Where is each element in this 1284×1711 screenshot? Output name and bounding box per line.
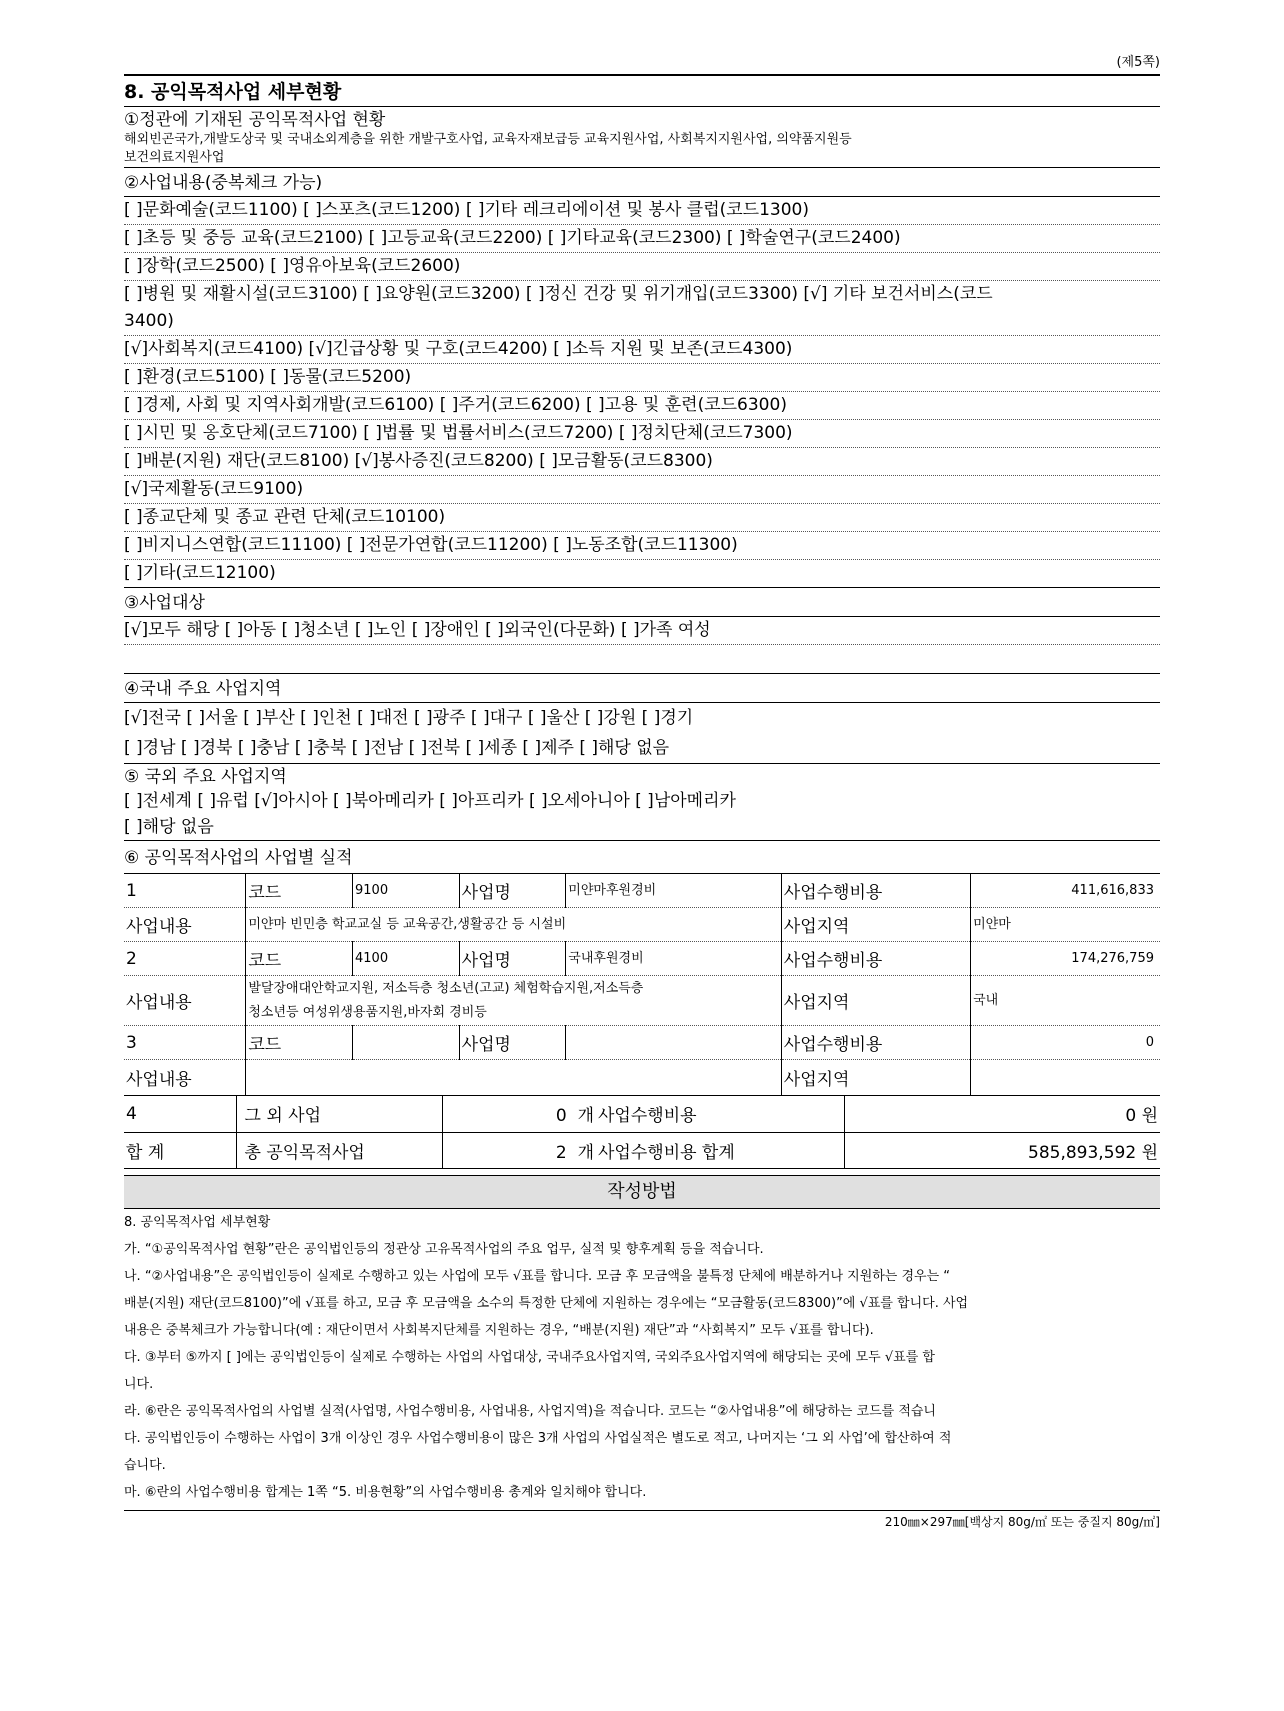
guide-line: 라. ⑥란은 공익목적사업의 사업별 실적(사업명, 사업수행비용, 사업내용, 사업지역)을 적습니다. 코드는 “②사업내용”에 해당하는 코드를 적습니 bbox=[124, 1403, 936, 1419]
content-label: 사업내용 bbox=[124, 908, 246, 942]
domestic-region-line: [ ]경남 [ ]경북 [ ]충남 [ ]충북 [ ]전남 [ ]전북 [ ]세종 [ ]제주 [ ]해당 없음 bbox=[124, 738, 670, 758]
other-cost-label: 사업수행비용 bbox=[596, 1096, 844, 1132]
total-cost-label: 사업수행비용 합계 bbox=[596, 1132, 844, 1168]
row-number: 3 bbox=[124, 1026, 246, 1060]
guide-text bbox=[124, 1209, 1160, 1506]
name-value: 미얀마후원경비 bbox=[566, 874, 781, 908]
code-label: 코드 bbox=[246, 1026, 353, 1060]
total-label: 합 계 bbox=[124, 1132, 236, 1168]
summary-table bbox=[124, 1096, 1160, 1169]
total-business-label: 총 공익목적사업 bbox=[236, 1132, 442, 1168]
code-label: 코드 bbox=[246, 874, 353, 908]
target-line: [√]모두 해당 [ ]아동 [ ]청소년 [ ]노인 [ ]장애인 [ ]외국인(다문화) [ ]가족 여성 bbox=[124, 617, 1160, 645]
cost-unit: 원 bbox=[1141, 1106, 1158, 1127]
cost-value: 0 bbox=[971, 1026, 1160, 1060]
table-row bbox=[124, 942, 1160, 976]
business-line: [ ]초등 및 중등 교육(코드2100) [ ]고등교육(코드2200) [ ]기타교육(코드2300) [ ]학술연구(코드2400) bbox=[124, 225, 1160, 253]
cost-value: 585,893,592 bbox=[1028, 1142, 1137, 1163]
cost-value: 0 bbox=[1125, 1106, 1137, 1127]
cost-label: 사업수행비용 bbox=[781, 942, 970, 976]
other-business-count bbox=[442, 1096, 596, 1132]
business-line: [ ]환경(코드5100) [ ]동물(코드5200) bbox=[124, 364, 1160, 392]
content-value-line-2: 청소년등 여성위생용품지원,바자회 경비등 bbox=[248, 1004, 487, 1020]
section-4-heading: ④국내 주요 사업지역 bbox=[124, 674, 1160, 703]
domestic-region-line: [√]전국 [ ]서울 [ ]부산 [ ]인천 [ ]대전 [ ]광주 [ ]대구 [ ]울산 [ ]강원 [ ]경기 bbox=[124, 708, 694, 728]
guide-line: 8. 공익목적사업 세부현황 bbox=[124, 1214, 271, 1230]
business-line: [ ]배분(지원) 재단(코드8100) [√]봉사증진(코드8200) [ ]모금활동(코드8300) bbox=[124, 448, 1160, 476]
cost-label: 사업수행비용 bbox=[781, 1026, 970, 1060]
blank-row bbox=[124, 645, 1160, 673]
overseas-region-line: [ ]전세계 [ ]유럽 [√]아시아 [ ]북아메리카 [ ]아프리카 [ ]오세아니아 [ ]남아메리카 bbox=[124, 791, 736, 811]
region-label: 사업지역 bbox=[781, 1060, 970, 1096]
business-line: 3400) bbox=[124, 311, 174, 331]
table-row bbox=[124, 976, 1160, 1026]
section-5 bbox=[124, 764, 1160, 841]
region-label: 사업지역 bbox=[781, 976, 970, 1026]
business-line: [ ]경제, 사회 및 지역사회개발(코드6100) [ ]주거(코드6200) [ ]고용 및 훈련(코드6300) bbox=[124, 392, 1160, 420]
section-3 bbox=[124, 588, 1160, 674]
content-value-line-1: 발달장애대안학교지원, 저소득층 청소년(고교) 체험학습지원,저소득층 bbox=[248, 980, 644, 996]
business-line-wrapped bbox=[124, 281, 1160, 336]
name-value bbox=[566, 1026, 781, 1060]
region-value: 국내 bbox=[971, 976, 1160, 1026]
code-value: 9100 bbox=[353, 874, 460, 908]
business-line: [√]국제활동(코드9100) bbox=[124, 476, 1160, 504]
section-1-text-line-1: 해외빈곤국가,개발도상국 및 국내소외계층을 위한 개발구호사업, 교육자재보급등 교육지원사업, 사회복지지원사업, 의약품지원등 bbox=[124, 132, 852, 147]
guide-line: 마. ⑥란의 사업수행비용 합계는 1쪽 “5. 비용현황”의 사업수행비용 총계와 일치해야 합니다. bbox=[124, 1484, 647, 1500]
total-business-count bbox=[442, 1132, 596, 1168]
cost-value: 411,616,833 bbox=[971, 874, 1160, 908]
section-1-heading: ①정관에 기재된 공익목적사업 현황 bbox=[124, 110, 386, 130]
guide-line: 습니다. bbox=[124, 1457, 166, 1473]
content-value bbox=[246, 976, 781, 1026]
section-4 bbox=[124, 674, 1160, 764]
section-3-heading: ③사업대상 bbox=[124, 588, 1160, 617]
total-cost bbox=[844, 1132, 1160, 1168]
region-label: 사업지역 bbox=[781, 908, 970, 942]
count-unit: 개 bbox=[577, 1142, 594, 1163]
guide-heading: 작성방법 bbox=[124, 1175, 1160, 1209]
guide-line: 나. “②사업내용”은 공익법인등이 실제로 수행하고 있는 사업에 모두 √표를 합니다. 모금 후 모금액을 불특정 단체에 배분하거나 지원하는 경우는 “ bbox=[124, 1268, 951, 1284]
guide-line: 배분(지원) 재단(코드8100)”에 √표를 하고, 모금 후 모금액을 소수의 특정한 단체에 지원하는 경우에는 “모금활동(코드8300)”에 √표를 합니다. 사업 bbox=[124, 1295, 969, 1311]
row-number: 1 bbox=[124, 874, 246, 908]
performance-table bbox=[124, 873, 1160, 1096]
row-number: 2 bbox=[124, 942, 246, 976]
section-5-heading: ⑤ 국외 주요 사업지역 bbox=[124, 767, 287, 787]
code-value: 4100 bbox=[353, 942, 460, 976]
name-label: 사업명 bbox=[459, 874, 566, 908]
other-business-row bbox=[124, 1096, 1160, 1132]
business-line: [ ]비지니스연합(코드11100) [ ]전문가연합(코드11200) [ ]노동조합(코드11300) bbox=[124, 532, 1160, 560]
business-line: [ ]문화예술(코드1100) [ ]스포츠(코드1200) [ ]기타 레크리에이션 및 봉사 클럽(코드1300) bbox=[124, 197, 1160, 225]
guide-line: 니다. bbox=[124, 1376, 154, 1392]
table-row bbox=[124, 1026, 1160, 1060]
region-value bbox=[971, 1060, 1160, 1096]
form-page bbox=[124, 52, 1160, 1533]
business-line: [ ]장학(코드2500) [ ]영유아보육(코드2600) bbox=[124, 253, 1160, 281]
count-value: 0 bbox=[555, 1106, 567, 1127]
content-value bbox=[246, 1060, 781, 1096]
guide-line: 내용은 중복체크가 가능합니다(예 : 재단이면서 사회복지단체를 지원하는 경우, “배분(지원) 재단”과 “사회복지” 모두 √표를 합니다). bbox=[124, 1322, 874, 1338]
business-line: [ ]시민 및 옹호단체(코드7100) [ ]법률 및 법률서비스(코드7200) [ ]정치단체(코드7300) bbox=[124, 420, 1160, 448]
section-2-heading: ②사업내용(중복체크 가능) bbox=[124, 168, 1160, 197]
region-value: 미얀마 bbox=[971, 908, 1160, 942]
total-row bbox=[124, 1132, 1160, 1168]
section-2 bbox=[124, 168, 1160, 588]
section-6-heading: ⑥ 공익목적사업의 사업별 실적 bbox=[124, 848, 353, 868]
content-label: 사업내용 bbox=[124, 976, 246, 1026]
count-value: 2 bbox=[555, 1142, 567, 1163]
section-1-text-line-2: 보건의료지원사업 bbox=[124, 150, 225, 165]
business-line: [ ]병원 및 재활시설(코드3100) [ ]요양원(코드3200) [ ]정신 건강 및 위기개입(코드3300) [√] 기타 보건서비스(코드 bbox=[124, 284, 993, 304]
name-label: 사업명 bbox=[459, 1026, 566, 1060]
cost-unit: 원 bbox=[1141, 1142, 1158, 1163]
table-row bbox=[124, 1060, 1160, 1096]
section-1 bbox=[124, 107, 1160, 168]
business-line: [√]사회복지(코드4100) [√]긴급상황 및 구호(코드4200) [ ]소득 지원 및 보존(코드4300) bbox=[124, 336, 1160, 364]
name-value: 국내후원경비 bbox=[566, 942, 781, 976]
cost-label: 사업수행비용 bbox=[781, 874, 970, 908]
row-number: 4 bbox=[124, 1096, 236, 1132]
section-title: 8. 공익목적사업 세부현황 bbox=[124, 74, 1160, 107]
count-unit: 개 bbox=[577, 1106, 594, 1127]
overseas-region-line: [ ]해당 없음 bbox=[124, 817, 214, 837]
content-value: 미얀마 빈민층 학교교실 등 교육공간,생활공간 등 시설비 bbox=[246, 908, 781, 942]
code-value bbox=[353, 1026, 460, 1060]
cost-value: 174,276,759 bbox=[971, 942, 1160, 976]
guide-line: 가. “①공익목적사업 현황”란은 공익법인등의 정관상 고유목적사업의 주요 업무, 실적 및 향후계획 등을 적습니다. bbox=[124, 1241, 764, 1257]
table-row bbox=[124, 874, 1160, 908]
other-cost bbox=[844, 1096, 1160, 1132]
content-label: 사업내용 bbox=[124, 1060, 246, 1096]
business-line: [ ]기타(코드12100) bbox=[124, 563, 276, 583]
business-line: [ ]종교단체 및 종교 관련 단체(코드10100) bbox=[124, 504, 1160, 532]
table-row bbox=[124, 908, 1160, 942]
code-label: 코드 bbox=[246, 942, 353, 976]
page-number: (제5쪽) bbox=[1116, 55, 1160, 70]
guide-line: 다. 공익법인등이 수행하는 사업이 3개 이상인 경우 사업수행비용이 많은 3개 사업의 사업실적은 별도로 적고, 나머지는 ‘그 외 사업’에 합산하여 적 bbox=[124, 1430, 952, 1446]
guide-line: 다. ③부터 ⑤까지 [ ]에는 공익법인등이 실제로 수행하는 사업의 사업대상, 국내주요사업지역, 국외주요사업지역에 해당되는 곳에 모두 √표를 합 bbox=[124, 1349, 935, 1365]
section-6 bbox=[124, 841, 1160, 1169]
paper-spec-footer: 210㎜×297㎜[백상지 80g/㎡ 또는 중질지 80g/㎡] bbox=[124, 1510, 1160, 1533]
other-business-label: 그 외 사업 bbox=[236, 1096, 442, 1132]
name-label: 사업명 bbox=[459, 942, 566, 976]
